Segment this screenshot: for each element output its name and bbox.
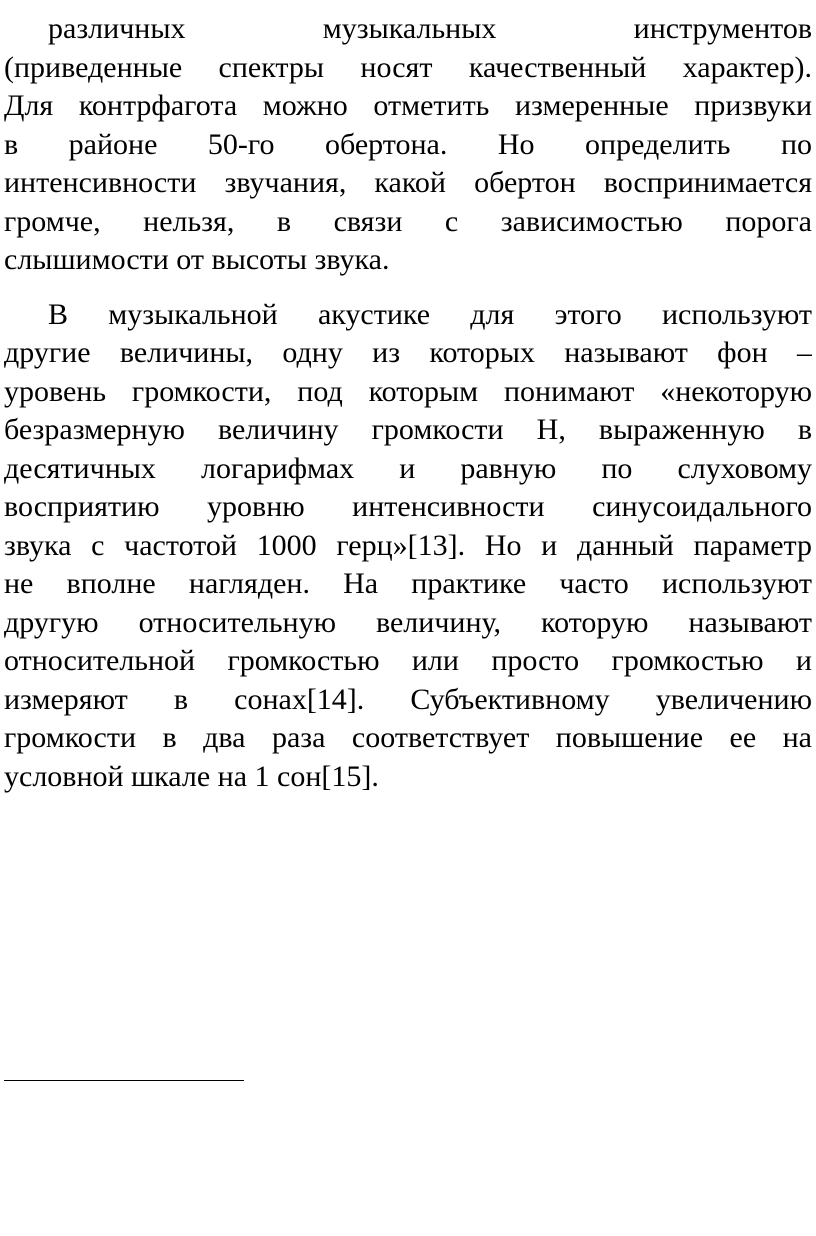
text-line: измеряют в сонах[14]. Субъективному увеличению	[4, 682, 812, 716]
paragraph-1	[4, 10, 812, 280]
paragraph-spacer	[4, 280, 812, 296]
text-line: громкости в два раза соответствует повышение ее на	[4, 721, 812, 754]
text-line: другую относительную величину, которую называют	[4, 605, 812, 639]
text-line: звука с частотой 1000 герц»[13]. Но и данный параметр	[4, 528, 812, 562]
text-line: другие величины, одну из которых называют фон –	[4, 336, 812, 369]
text-line: уровень громкости, под которым понимают «некоторую	[4, 374, 812, 408]
text-line: громче, нельзя, в связи с зависимостью порога	[4, 204, 812, 238]
text-line: условной шкале на 1 сон[15].	[4, 759, 379, 793]
text-line: (приведенные спектры носят качественный характер).	[4, 50, 812, 84]
text-line: относительной громкостью или просто громкостью и	[4, 644, 812, 677]
text-line: десятичных логарифмах и равную по слуховому	[4, 451, 812, 485]
footnote-separator	[4, 1080, 244, 1081]
text-line: В музыкальной акустике для этого используют	[48, 297, 812, 331]
text-line: безразмерную величину громкости Н, выраженную в	[4, 413, 812, 446]
text-line: в районе 50-го обертона. Но определить по	[4, 127, 812, 161]
text-line: различных музыкальных инструментов	[48, 12, 812, 45]
text-line: интенсивности звучания, какой обертон воспринимается	[4, 166, 812, 199]
text-line: не вполне нагляден. На практике часто используют	[4, 567, 812, 600]
text-line: слышимости от высоты звука.	[4, 243, 390, 276]
text-line: Для контрфагота можно отметить измеренные призвуки	[4, 89, 812, 122]
paragraph-2	[4, 296, 812, 797]
text-line: восприятию уровню интенсивности синусоидального	[4, 490, 812, 523]
document-page	[4, 10, 812, 796]
